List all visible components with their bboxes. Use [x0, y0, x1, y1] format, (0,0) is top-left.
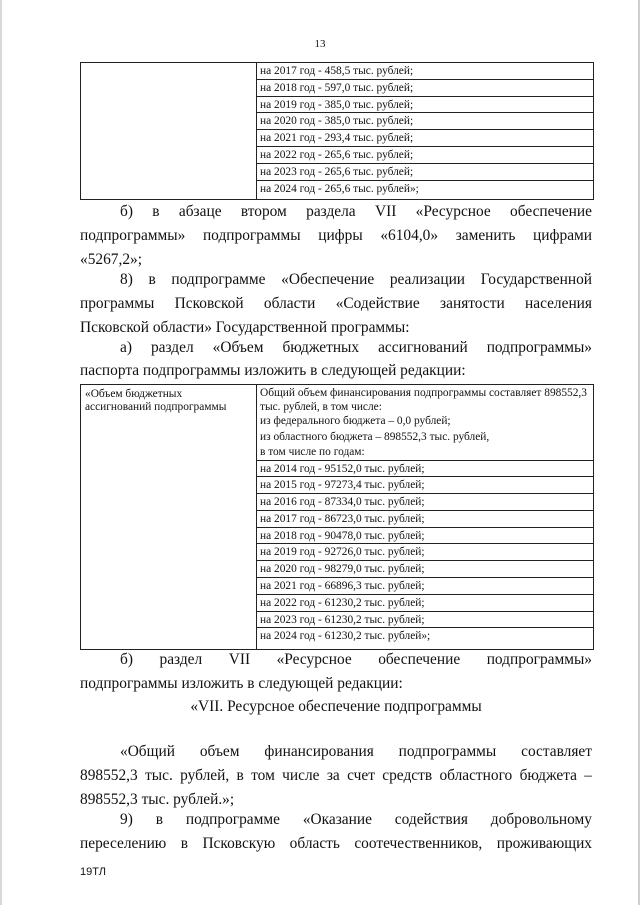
table-row: на 2023 год - 61230,2 тыс. рублей;	[257, 612, 593, 629]
table-row: на 2021 год - 66896,3 тыс. рублей;	[257, 578, 593, 595]
table-row: на 2017 год - 86723,0 тыс. рублей;	[257, 511, 593, 528]
page-number: 13	[314, 38, 326, 50]
paragraph-b-2-end	[80, 672, 592, 696]
paragraph-8	[80, 268, 592, 292]
table-row: на 2022 год - 265,6 тыс. рублей;	[257, 147, 593, 164]
text-line: переселению в Псковскую область соотечественников, проживающих	[80, 835, 592, 852]
table-row: на 2021 год - 293,4 тыс. рублей;	[257, 130, 593, 147]
text-line: подпрограммы» подпрограммы цифры «6104,0» заменить цифрами	[80, 227, 592, 244]
text-line: программы Псковской области «Содействие занятости населения	[80, 295, 592, 312]
text-line: а) раздел «Объем бюджетных ассигнований подпрограммы»	[120, 339, 592, 356]
table-row: на 2019 год - 92726,0 тыс. рублей;	[257, 544, 593, 561]
paragraph-9	[80, 808, 592, 832]
table-intro-line: в том числе по годам:	[257, 445, 593, 461]
text-line: «5267,2»;	[80, 251, 142, 268]
table-row: на 2018 год - 90478,0 тыс. рублей;	[257, 528, 593, 545]
text-line: «Общий объем финансирования подпрограммы составляет	[120, 743, 592, 760]
paragraph-a-end	[80, 359, 592, 383]
text-line: 898552,3 тыс. рублей, в том числе за счет средств областного бюджета –	[80, 767, 592, 784]
table-row: на 2019 год - 385,0 тыс. рублей;	[257, 97, 593, 114]
text-line: 898552,3 тыс. рублей.»;	[80, 791, 235, 808]
table-intro-line: из областного бюджета – 898552,3 тыс. рублей,	[260, 430, 490, 443]
table-row: на 2017 год - 458,5 тыс. рублей;	[257, 63, 593, 80]
section-heading: «VII. Ресурсное обеспечение подпрограммы	[190, 698, 482, 715]
table-left-cell	[81, 63, 257, 199]
budget-allocation-table	[80, 384, 594, 650]
paragraph-a	[80, 336, 592, 360]
text-line: паспорта подпрограммы изложить в следующей редакции:	[80, 362, 466, 379]
paragraph-b-2	[80, 648, 592, 672]
paragraph-8-cont	[80, 292, 592, 316]
paragraph-9-cont	[80, 832, 592, 856]
table-left-label	[81, 63, 239, 69]
text-line: Псковской области» Государственной программы:	[80, 319, 410, 336]
table-row: на 2020 год - 385,0 тыс. рублей;	[257, 113, 593, 130]
paragraph-b-1-cont	[80, 224, 592, 248]
table-right-cell	[257, 385, 593, 649]
footer-code: 19ТЛ	[80, 866, 106, 878]
table-row: на 2014 год - 95152,0 тыс. рублей;	[257, 461, 593, 478]
text-line: 9) в подпрограмме «Оказание содействия добровольному	[120, 811, 592, 828]
table-right-cell	[257, 63, 593, 199]
text-line: б) в абзаце втором раздела VII «Ресурсное обеспечение	[120, 203, 592, 220]
table-row: на 2023 год - 265,6 тыс. рублей;	[257, 164, 593, 181]
paragraph-b-1	[80, 200, 592, 224]
table-intro-line: из федерального бюджета – 0,0 рублей;	[260, 415, 451, 427]
table-row: на 2020 год - 98279,0 тыс. рублей;	[257, 561, 593, 578]
table-row: на 2015 год - 97273,4 тыс. рублей;	[257, 477, 593, 494]
table-left-cell	[81, 385, 257, 649]
scan-edge-left	[0, 0, 2, 905]
table-left-label: «Объем бюджетных ассигнований подпрограммы	[85, 388, 227, 413]
text-line: 8) в подпрограмме «Обеспечение реализации Государственной	[120, 271, 592, 288]
table-row: на 2022 год - 61230,2 тыс. рублей;	[257, 595, 593, 612]
table-row: на 2024 год - 265,6 тыс. рублей»;	[260, 182, 419, 195]
budget-table-continuation	[80, 62, 594, 200]
table-row: на 2024 год - 61230,2 тыс. рублей»;	[260, 630, 431, 643]
table-row: на 2016 год - 87334,0 тыс. рублей;	[257, 494, 593, 511]
paragraph-total-cont	[80, 764, 592, 788]
table-row: на 2018 год - 597,0 тыс. рублей;	[257, 80, 593, 97]
paragraph-total	[80, 740, 592, 764]
text-line: подпрограммы изложить в следующей редакции:	[80, 675, 403, 692]
text-line: б) раздел VII «Ресурсное обеспечение подпрограммы»	[120, 651, 592, 668]
table-intro-text: Общий объем финансирования подпрограммы составляет 898552,3 тыс. рублей, в том числе:	[260, 387, 587, 413]
